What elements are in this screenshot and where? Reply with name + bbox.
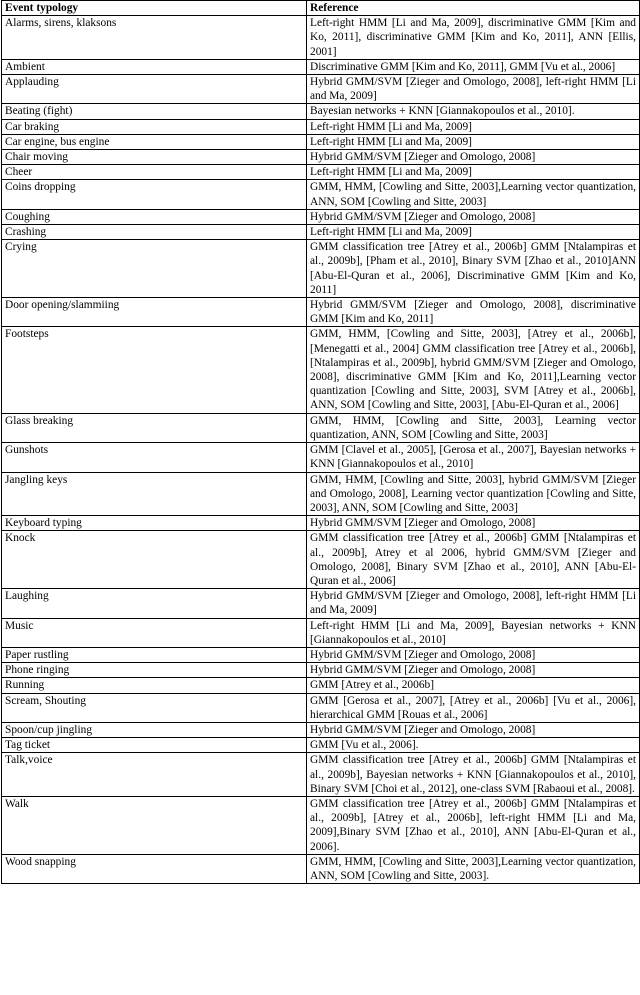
reference-cell: GMM, HMM, [Cowling and Sitte, 2003], [Atrey et al., 2006b], [Menegatti et al., 2004] GMM classification tree [Atrey et al., 2006b], [Ntalampiras et al., 2009b], hybrid GMM/SVM [Zieger and Omologo, 2008], discriminative GMM [Kim and Ko, 2011],Learning vector quantization [Cowling and Sitte, 2003], SVM [Atrey et al., 2006b], ANN, SOM [Cowling and Sitte, 2003], [Abu-El-Quran et al., 2006] — [307, 327, 640, 413]
table-row — [2, 678, 640, 693]
table-row — [2, 225, 640, 240]
reference-cell: Hybrid GMM/SVM [Zieger and Omologo, 2008] — [307, 209, 640, 224]
event-typology-cell: Paper rustling — [2, 647, 307, 662]
reference-cell: Left-right HMM [Li and Ma, 2009] — [307, 119, 640, 134]
reference-cell: GMM [Clavel et al., 2005], [Gerosa et al., 2007], Bayesian networks + KNN [Giannakopoulos et al., 2010] — [307, 443, 640, 472]
reference-cell: GMM classification tree [Atrey et al., 2006b] GMM [Ntalampiras et al., 2009b], Atrey et al 2006, hybrid GMM/SVM [Zieger and Omologo, 2008], Binary SVM [Zhao et al., 2010], ANN [Abu-El-Quran et al., 2006] — [307, 531, 640, 589]
reference-cell: Hybrid GMM/SVM [Zieger and Omologo, 2008], left-right HMM [Li and Ma, 2009] — [307, 589, 640, 618]
reference-cell: GMM [Gerosa et al., 2007], [Atrey et al., 2006b] [Vu et al., 2006], hierarchical GMM [Rouas et al., 2006] — [307, 693, 640, 722]
reference-cell: GMM classification tree [Atrey et al., 2006b] GMM [Ntalampiras et al., 2009b], Bayesian networks + KNN [Giannakopoulos et al., 2010], Binary SVM [Choi et al., 2012], one-class SVM [Rabaoui et al., 2008]. — [307, 753, 640, 797]
table-row — [2, 209, 640, 224]
reference-cell: Left-right HMM [Li and Ma, 2009] — [307, 134, 640, 149]
reference-cell: Left-right HMM [Li and Ma, 2009], discriminative GMM [Kim and Ko, 2011], discriminative GMM [Kim and Ko, 2011], ANN [Ellis, 2001] — [307, 16, 640, 60]
reference-cell: Hybrid GMM/SVM [Zieger and Omologo, 2008] — [307, 516, 640, 531]
event-typology-cell: Crashing — [2, 225, 307, 240]
table-row — [2, 796, 640, 854]
event-typology-cell: Footsteps — [2, 327, 307, 413]
event-typology-cell: Alarms, sirens, klaksons — [2, 16, 307, 60]
event-typology-cell: Laughing — [2, 589, 307, 618]
reference-cell: Hybrid GMM/SVM [Zieger and Omologo, 2008] — [307, 647, 640, 662]
table-header-row — [2, 1, 640, 16]
event-typology-cell: Applauding — [2, 75, 307, 104]
reference-cell: GMM, HMM, [Cowling and Sitte, 2003],Learning vector quantization, ANN, SOM [Cowling and Sitte, 2003]. — [307, 854, 640, 883]
event-typology-cell: Walk — [2, 796, 307, 854]
table-row — [2, 738, 640, 753]
table-row — [2, 647, 640, 662]
table-row — [2, 693, 640, 722]
event-typology-cell: Running — [2, 678, 307, 693]
table-row — [2, 134, 640, 149]
table-row — [2, 327, 640, 413]
table-row — [2, 413, 640, 442]
table-row — [2, 443, 640, 472]
table-body — [2, 16, 640, 884]
table-row — [2, 180, 640, 209]
table-row — [2, 165, 640, 180]
event-typology-cell: Phone ringing — [2, 663, 307, 678]
event-typology-cell: Scream, Shouting — [2, 693, 307, 722]
event-typology-cell: Wood snapping — [2, 854, 307, 883]
reference-cell: Hybrid GMM/SVM [Zieger and Omologo, 2008] — [307, 722, 640, 737]
event-typology-cell: Car braking — [2, 119, 307, 134]
event-typology-cell: Gunshots — [2, 443, 307, 472]
table-row — [2, 472, 640, 516]
table-row — [2, 589, 640, 618]
column-header-event-typology: Event typology — [2, 1, 307, 16]
event-typology-cell: Music — [2, 618, 307, 647]
reference-cell: GMM [Vu et al., 2006]. — [307, 738, 640, 753]
event-typology-cell: Beating (fight) — [2, 104, 307, 119]
reference-cell: Hybrid GMM/SVM [Zieger and Omologo, 2008], discriminative GMM [Kim and Ko, 2011] — [307, 298, 640, 327]
reference-cell: GMM classification tree [Atrey et al., 2006b] GMM [Ntalampiras et al., 2009b], [Pham et al., 2010], Binary SVM [Zhao et al., 2010]ANN [Abu-El-Quran et al., 2006], Discriminative GMM [Kim and Ko, 2011] — [307, 240, 640, 298]
event-typology-cell: Chair moving — [2, 150, 307, 165]
reference-cell: Left-right HMM [Li and Ma, 2009], Bayesian networks + KNN [Giannakopoulos et al., 2010] — [307, 618, 640, 647]
event-reference-table — [1, 0, 640, 884]
event-typology-cell: Coughing — [2, 209, 307, 224]
reference-cell: Hybrid GMM/SVM [Zieger and Omologo, 2008], left-right HMM [Li and Ma, 2009] — [307, 75, 640, 104]
reference-cell: Discriminative GMM [Kim and Ko, 2011], GMM [Vu et al., 2006] — [307, 59, 640, 74]
reference-cell: Hybrid GMM/SVM [Zieger and Omologo, 2008] — [307, 150, 640, 165]
table-row — [2, 75, 640, 104]
event-typology-cell: Jangling keys — [2, 472, 307, 516]
reference-cell: Bayesian networks + KNN [Giannakopoulos et al., 2010]. — [307, 104, 640, 119]
reference-cell: Left-right HMM [Li and Ma, 2009] — [307, 165, 640, 180]
table-row — [2, 298, 640, 327]
event-typology-cell: Talk,voice — [2, 753, 307, 797]
reference-cell: Left-right HMM [Li and Ma, 2009] — [307, 225, 640, 240]
column-header-reference: Reference — [307, 1, 640, 16]
event-typology-cell: Car engine, bus engine — [2, 134, 307, 149]
table-row — [2, 722, 640, 737]
table-row — [2, 59, 640, 74]
event-typology-cell: Tag ticket — [2, 738, 307, 753]
table-row — [2, 516, 640, 531]
reference-cell: GMM classification tree [Atrey et al., 2006b] GMM [Ntalampiras et al., 2009b], [Atrey et al., 2006b], left-right HMM [Li and Ma, 2009],Binary SVM [Zhao et al., 2010], ANN [Abu-El-Quran et al., 2006]. — [307, 796, 640, 854]
event-typology-cell: Coins dropping — [2, 180, 307, 209]
table-row — [2, 753, 640, 797]
event-typology-cell: Glass breaking — [2, 413, 307, 442]
event-typology-cell: Knock — [2, 531, 307, 589]
event-typology-cell: Cheer — [2, 165, 307, 180]
event-typology-cell: Spoon/cup jingling — [2, 722, 307, 737]
table-row — [2, 16, 640, 60]
reference-cell: GMM, HMM, [Cowling and Sitte, 2003],Learning vector quantization, ANN, SOM [Cowling and Sitte, 2003] — [307, 180, 640, 209]
table-row — [2, 119, 640, 134]
reference-cell: Hybrid GMM/SVM [Zieger and Omologo, 2008] — [307, 663, 640, 678]
event-typology-cell: Keyboard typing — [2, 516, 307, 531]
table-row — [2, 663, 640, 678]
event-typology-cell: Crying — [2, 240, 307, 298]
table-row — [2, 854, 640, 883]
event-typology-cell: Door opening/slammiing — [2, 298, 307, 327]
table-row — [2, 104, 640, 119]
event-typology-cell: Ambient — [2, 59, 307, 74]
reference-cell: GMM, HMM, [Cowling and Sitte, 2003], hybrid GMM/SVM [Zieger and Omologo, 2008], Learning vector quantization [Cowling and Sitte, 2003], ANN, SOM [Cowling and Sitte, 2003] — [307, 472, 640, 516]
reference-cell: GMM [Atrey et al., 2006b] — [307, 678, 640, 693]
table-row — [2, 531, 640, 589]
table-row — [2, 150, 640, 165]
table-row — [2, 240, 640, 298]
table-row — [2, 618, 640, 647]
reference-cell: GMM, HMM, [Cowling and Sitte, 2003], Learning vector quantization, ANN, SOM [Cowling and Sitte, 2003] — [307, 413, 640, 442]
